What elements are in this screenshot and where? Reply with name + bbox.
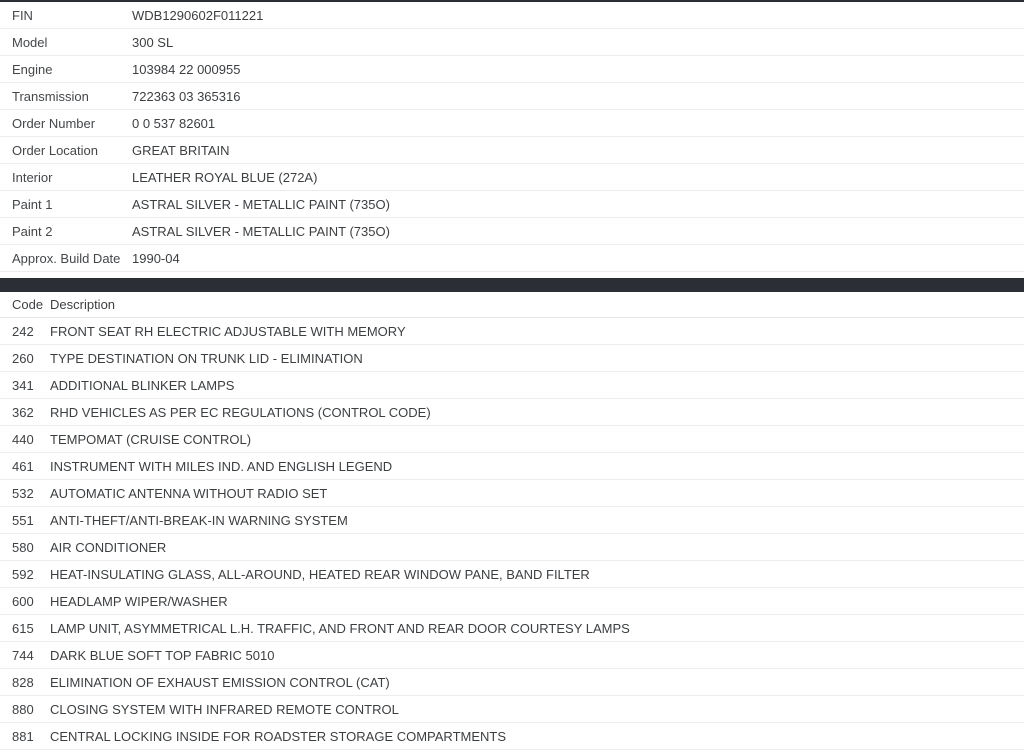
vehicle-info-label: Paint 1 <box>12 196 53 212</box>
option-code: 551 <box>12 512 34 528</box>
vehicle-info-value: LEATHER ROYAL BLUE (272A) <box>132 169 318 185</box>
option-description: DARK BLUE SOFT TOP FABRIC 5010 <box>50 647 275 663</box>
section-divider-bar <box>0 278 1024 292</box>
option-row <box>0 399 1024 426</box>
option-description: INSTRUMENT WITH MILES IND. AND ENGLISH LEGEND <box>50 458 393 474</box>
option-code: 600 <box>12 593 34 609</box>
options-table <box>0 318 1024 750</box>
vehicle-info-value: 103984 22 000955 <box>132 61 241 77</box>
option-code: 592 <box>12 566 34 582</box>
vehicle-info-label: Transmission <box>12 88 89 104</box>
vehicle-info-label: Engine <box>12 61 53 77</box>
option-description: AUTOMATIC ANTENNA WITHOUT RADIO SET <box>50 485 328 501</box>
option-row <box>0 534 1024 561</box>
option-code: 828 <box>12 674 34 690</box>
option-description: RHD VEHICLES AS PER EC REGULATIONS (CONTROL CODE) <box>50 404 431 420</box>
vehicle-info-label: Paint 2 <box>12 223 53 239</box>
option-code: 880 <box>12 701 34 717</box>
option-row <box>0 669 1024 696</box>
vehicle-info-value: 300 SL <box>132 34 174 50</box>
vehicle-info-label: Model <box>12 34 48 50</box>
option-code: 615 <box>12 620 34 636</box>
option-description: ANTI-THEFT/ANTI-BREAK-IN WARNING SYSTEM <box>50 512 348 528</box>
vehicle-info-row <box>0 2 1024 29</box>
option-code: 881 <box>12 728 34 744</box>
vehicle-info-value: 722363 03 365316 <box>132 88 241 104</box>
vehicle-info-row <box>0 137 1024 164</box>
vehicle-info-row <box>0 245 1024 272</box>
vehicle-info-table <box>0 2 1024 272</box>
option-description: ADDITIONAL BLINKER LAMPS <box>50 377 235 393</box>
option-description: FRONT SEAT RH ELECTRIC ADJUSTABLE WITH MEMORY <box>50 323 406 339</box>
option-row <box>0 642 1024 669</box>
option-code: 362 <box>12 404 34 420</box>
vehicle-info-value: ASTRAL SILVER - METALLIC PAINT (735O) <box>132 196 390 212</box>
option-row <box>0 723 1024 750</box>
option-description: TEMPOMAT (CRUISE CONTROL) <box>50 431 252 447</box>
vehicle-info-row <box>0 29 1024 56</box>
vehicle-info-label: FIN <box>12 7 33 23</box>
option-row <box>0 480 1024 507</box>
vehicle-info-label: Order Location <box>12 142 98 158</box>
code-column-header: Code <box>12 297 44 312</box>
vehicle-info-row <box>0 83 1024 110</box>
vehicle-info-value: WDB1290602F011221 <box>132 7 264 23</box>
option-description: CLOSING SYSTEM WITH INFRARED REMOTE CONTROL <box>50 701 399 717</box>
vehicle-info-value: 0 0 537 82601 <box>132 115 216 131</box>
option-description: ELIMINATION OF EXHAUST EMISSION CONTROL (CAT) <box>50 674 390 690</box>
vehicle-info-label: Interior <box>12 169 53 185</box>
option-code: 260 <box>12 350 34 366</box>
option-row <box>0 372 1024 399</box>
description-column-header: Description <box>50 297 116 312</box>
option-row <box>0 426 1024 453</box>
option-description: LAMP UNIT, ASYMMETRICAL L.H. TRAFFIC, AND FRONT AND REAR DOOR COURTESY LAMPS <box>50 620 630 636</box>
vehicle-info-value: 1990-04 <box>132 250 180 266</box>
option-code: 461 <box>12 458 34 474</box>
vehicle-info-value: GREAT BRITAIN <box>132 142 230 158</box>
option-row <box>0 696 1024 723</box>
options-table-header <box>0 292 1024 318</box>
option-row <box>0 453 1024 480</box>
vehicle-info-label: Order Number <box>12 115 96 131</box>
option-row <box>0 345 1024 372</box>
vehicle-info-row <box>0 110 1024 137</box>
option-row <box>0 561 1024 588</box>
vehicle-info-row <box>0 218 1024 245</box>
option-code: 744 <box>12 647 34 663</box>
option-description: TYPE DESTINATION ON TRUNK LID - ELIMINATION <box>50 350 363 366</box>
option-row <box>0 615 1024 642</box>
vehicle-info-row <box>0 191 1024 218</box>
option-row <box>0 318 1024 345</box>
option-description: CENTRAL LOCKING INSIDE FOR ROADSTER STORAGE COMPARTMENTS <box>50 728 507 744</box>
option-code: 440 <box>12 431 34 447</box>
option-row <box>0 588 1024 615</box>
option-row <box>0 507 1024 534</box>
vehicle-info-row <box>0 164 1024 191</box>
option-code: 242 <box>12 323 34 339</box>
vehicle-info-value: ASTRAL SILVER - METALLIC PAINT (735O) <box>132 223 390 239</box>
option-code: 580 <box>12 539 34 555</box>
option-description: AIR CONDITIONER <box>50 539 167 555</box>
option-code: 532 <box>12 485 34 501</box>
vehicle-info-label: Approx. Build Date <box>12 250 121 266</box>
option-code: 341 <box>12 377 34 393</box>
vehicle-info-row <box>0 56 1024 83</box>
option-description: HEAT-INSULATING GLASS, ALL-AROUND, HEATED REAR WINDOW PANE, BAND FILTER <box>50 566 590 582</box>
option-description: HEADLAMP WIPER/WASHER <box>50 593 228 609</box>
